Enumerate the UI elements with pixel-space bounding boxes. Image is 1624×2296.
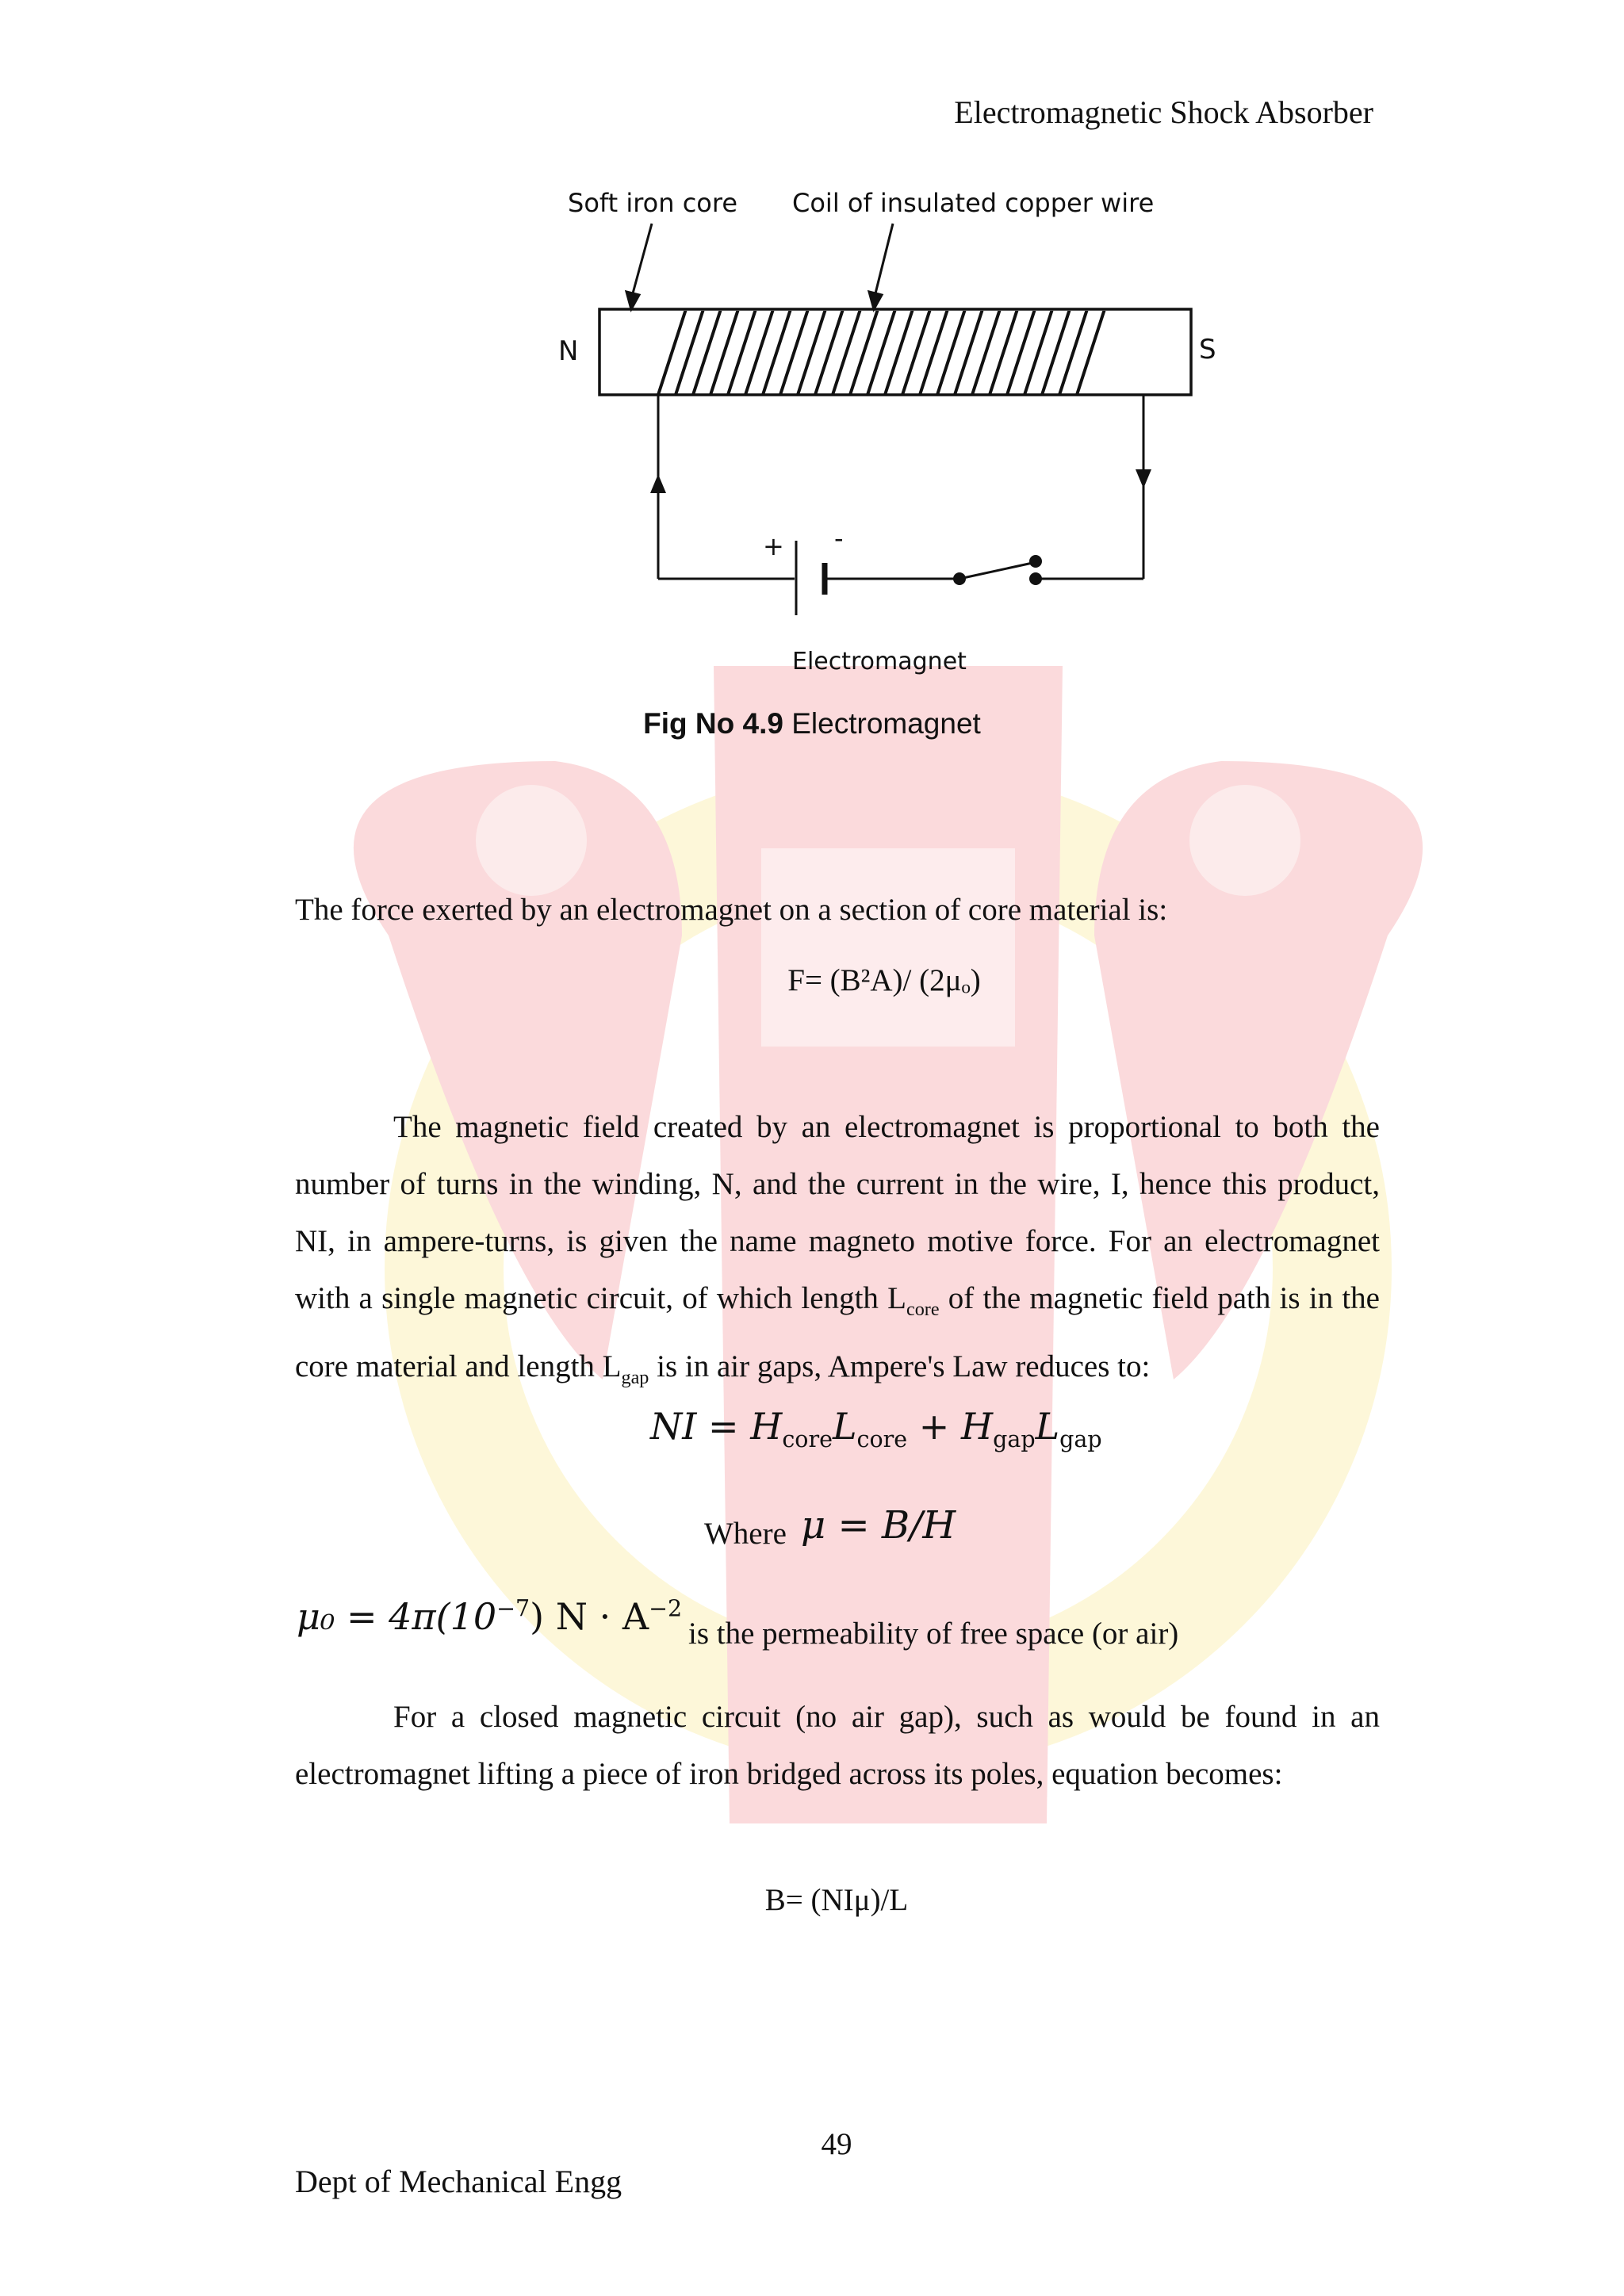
circuit-wires [658,395,1143,579]
battery-plus-label: + [763,531,784,561]
eq-sub: core [856,1426,908,1453]
subscript-core: core [906,1298,940,1320]
battery-minus-label: - [834,523,844,553]
footer-department: Dept of Mechanical Engg [295,2164,622,2199]
caption-text: Electromagnet [783,707,981,740]
eq-part: NI = H [650,1405,783,1448]
ampere-law-equation [650,1405,1102,1452]
subscript-gap: gap [621,1366,649,1388]
closed-circuit-paragraph: For a closed magnetic circuit (no air gap), such as would be found in an electromagnet lifting a piece of iron bridged across its poles, equation becomes: [295,1700,1380,1791]
page-number: 49 [821,2127,852,2161]
mu0-unit-exponent: −2 [649,1595,683,1622]
eq-sub: gap [1059,1426,1102,1453]
ampere-paragraph [295,1099,1380,1406]
ampere-paragraph-text-a: The magnetic field created by an electromagnet is proportional to both the number of turns in the winding, N, and the current in the wire, I, hence this product, NI, in ampere-turns, is given the name magneto motive force. For an electromagnet with a single magnetic circuit, of which length L [295,1110,1380,1315]
figure-caption [0,707,1624,740]
eq-sub: core [782,1426,833,1453]
current-up-arrow [650,474,666,493]
ampere-paragraph-text-b: of the magnetic field path is in the core material and length L [295,1281,1380,1383]
south-pole-label: S [1199,334,1216,365]
b-field-equation: B= (NIμ)/L [764,1883,909,1917]
permeability-definition: μ = B/H [801,1503,956,1548]
mu0-description: is the permeability of free space (or air) [688,1617,1179,1651]
eq-part: + H [907,1405,994,1448]
electromagnet-figure [547,174,1245,682]
eq-sub: gap [993,1426,1036,1453]
ampere-paragraph-text-c: is in air gaps, Ampere's Law reduces to: [649,1349,1151,1383]
eq-part: L [1035,1405,1060,1448]
running-header: Electromagnetic Shock Absorber [954,94,1373,130]
mu0-exponent: −7 [496,1595,530,1622]
coil-pointer-arrow [869,224,893,309]
coil-label: Coil of insulated copper wire [792,188,1155,218]
core-pointer-arrow [626,224,652,309]
force-equation: F= (B²A)/ (2μₒ) [787,963,981,997]
current-down-arrow [1136,469,1151,488]
where-label: Where [704,1517,787,1551]
mu0-eq-part: μ₀ = 4π(10 [297,1595,497,1638]
north-pole-label: N [558,335,579,367]
battery-symbol [796,541,825,615]
eq-part: L [832,1405,857,1448]
mu0-unit: ) N · A [530,1595,649,1638]
force-intro: The force exerted by an electromagnet on a section of core material is: [295,893,1168,927]
core-label: Soft iron core [568,188,737,218]
diagram-title: Electromagnet [792,648,967,675]
mu0-equation [297,1595,682,1638]
coil-windings [658,309,1105,395]
caption-number: Fig No 4.9 [643,707,783,740]
